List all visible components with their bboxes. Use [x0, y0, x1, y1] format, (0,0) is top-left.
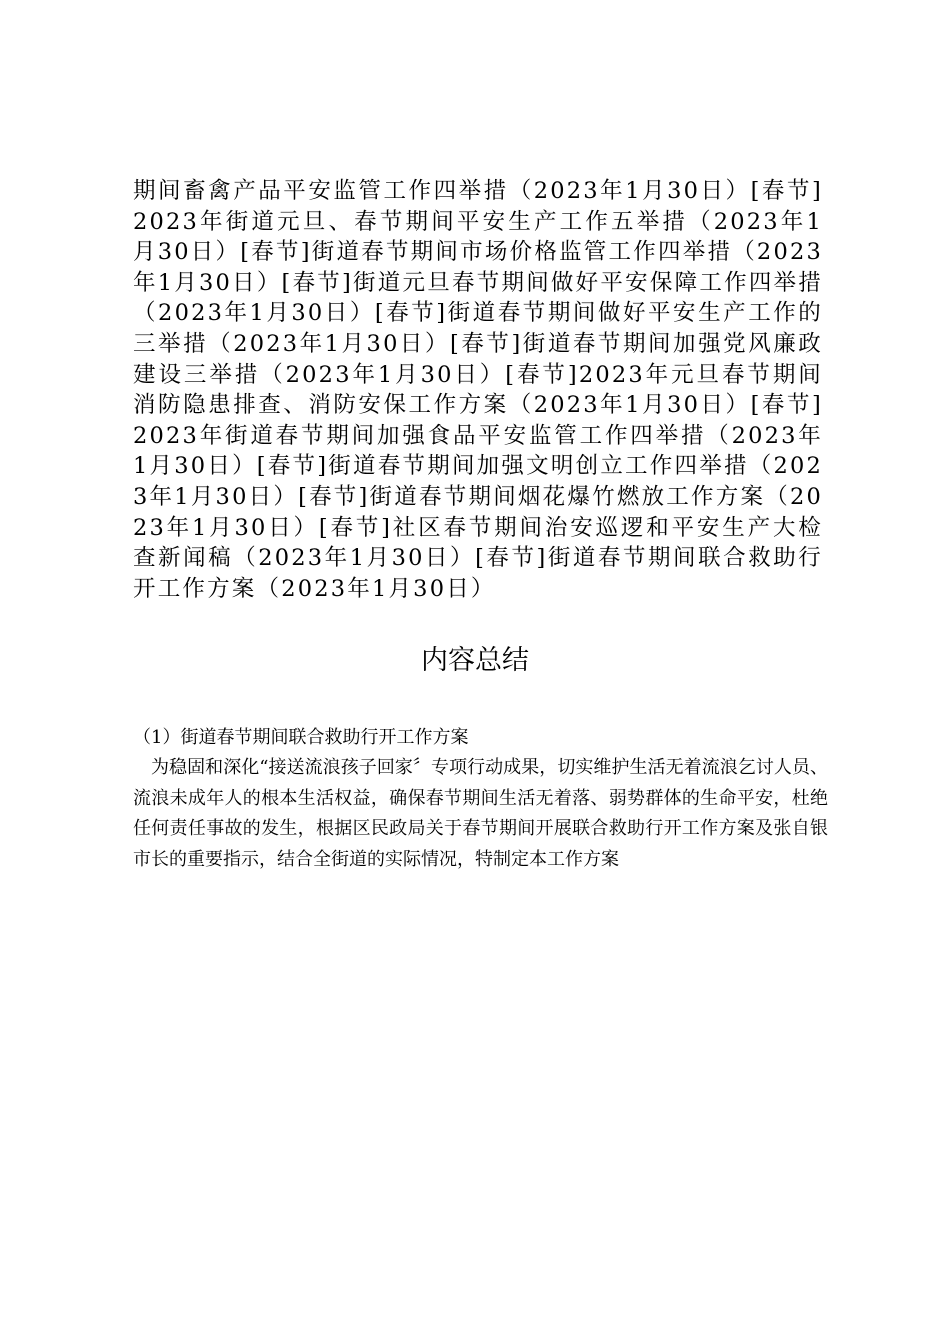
summary-title: 内容总结: [421, 645, 529, 676]
summary-heading: （1）街道春节期间联合救助行开工作方案: [133, 727, 469, 748]
summary-body: 为稳固和深化“接送流浪孩子回家〞专项行动成果，切实维护生活无着流浪乞讨人员、流浪未成年人的根本生活权益，确保春节期间生活无着落、弱势群体的生命平安，杜绝任何责任事故的发生，根据区民政局关于春节期间开展联合救助行开工作方案及张自银市长的重要指示，结合全街道的实际情况，特制定本工作方案: [133, 757, 828, 870]
index-paragraph: 期间畜禽产品平安监管工作四举措（2023年1月30日）[春节]2023年街道元旦、春节期间平安生产工作五举措（2023年1月30日）[春节]街道春节期间市场价格监管工作四举措（2023年1月30日）[春节]街道元旦春节期间做好平安保障工作四举措（2023年1月30日）[春节]街道春节期间做好平安生产工作的三举措（2023年1月30日）[春节]街道春节期间加强党风廉政建设三举措（2023年1月30日）[春节]2023年元旦春节期间消防隐患排查、消防安保工作方案（2023年1月30日）[春节]2023年街道春节期间加强食品平安监管工作四举措（2023年1月30日）[春节]街道春节期间加强文明创立工作四举措（2023年1月30日）[春节]街道春节期间烟花爆竹燃放工作方案（2023年1月30日）[春节]社区春节期间治安巡逻和平安生产大检查新闻稿（2023年1月30日）[春节]街道春节期间联合救助行开工作方案（2023年1月30日）: [133, 178, 823, 602]
